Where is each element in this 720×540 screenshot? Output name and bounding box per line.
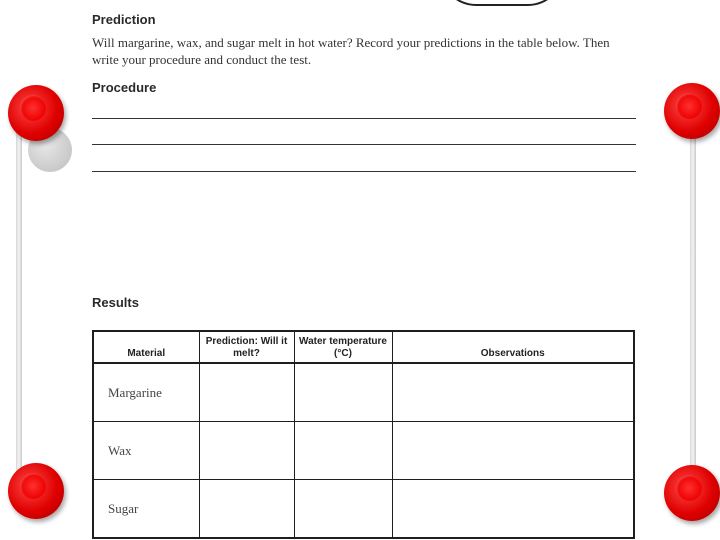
prediction-cell[interactable] [199, 422, 294, 480]
table-row [93, 422, 634, 480]
procedure-write-line[interactable] [92, 171, 636, 172]
observations-cell[interactable] [392, 422, 634, 480]
results-table [92, 330, 635, 539]
header-water-temperature: Water temperature (°C) [294, 331, 392, 363]
results-header-row [93, 331, 634, 363]
procedure-write-line[interactable] [92, 144, 636, 145]
procedure-write-line[interactable] [92, 118, 636, 119]
prediction-text: Will margarine, wax, and sugar melt in hot water? Record your predictions in the table below. Then write your procedure and conduct the test. [92, 35, 610, 67]
temperature-cell[interactable] [294, 422, 392, 480]
header-prediction [199, 331, 294, 363]
material-cell: Wax [93, 422, 199, 480]
prediction-cell[interactable] [199, 363, 294, 422]
observations-cell[interactable] [392, 480, 634, 539]
table-row [93, 363, 634, 422]
table-row [93, 480, 634, 539]
observations-cell[interactable] [392, 363, 634, 422]
results-heading: Results [92, 295, 139, 310]
material-cell: Sugar [93, 480, 199, 539]
material-cell: Margarine [93, 363, 199, 422]
header-observations: Observations [392, 331, 634, 363]
prediction-heading: Prediction [92, 12, 156, 27]
temperature-cell[interactable] [294, 480, 392, 539]
temperature-cell[interactable] [294, 363, 392, 422]
procedure-heading: Procedure [92, 80, 157, 95]
prediction-cell[interactable] [199, 480, 294, 539]
header-material: Material [93, 331, 199, 363]
header-prediction-label: Prediction: Will it melt? [205, 336, 288, 359]
